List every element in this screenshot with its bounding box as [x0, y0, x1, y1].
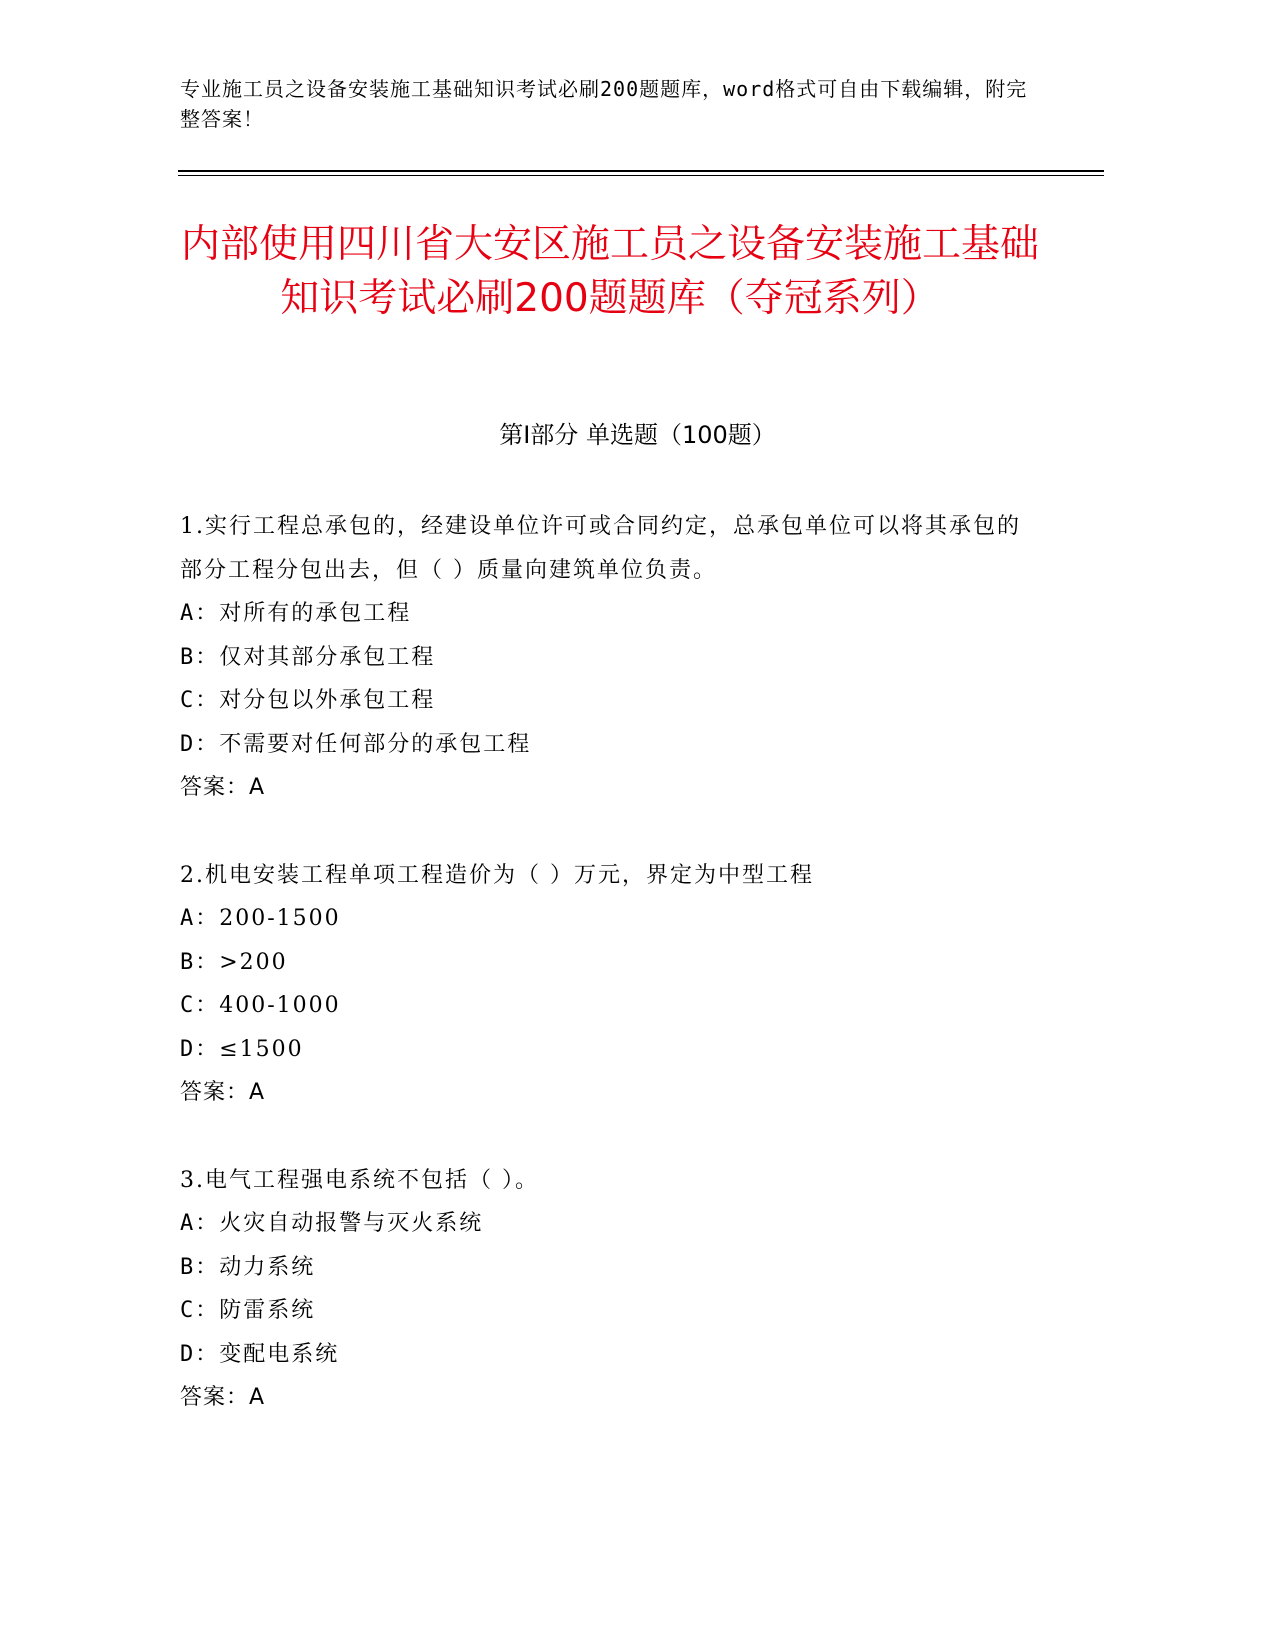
option-c: [180, 679, 1040, 723]
option-b: [180, 1246, 1040, 1290]
option-c: [180, 1289, 1040, 1333]
option-letter: A：: [180, 906, 220, 931]
option-text: 动力系统: [219, 1254, 316, 1280]
document-title: 内部使用四川省大安区施工员之设备安装施工基础知识考试必刷200题题库（夺冠系列）: [180, 222, 1039, 321]
answer-line: 答案：A: [180, 1080, 266, 1105]
option-a: [180, 897, 1040, 941]
question-item: [180, 1159, 1040, 1420]
option-text: 对所有的承包工程: [219, 601, 412, 626]
header-note: 专业施工员之设备安装施工基础知识考试必刷200题题库，word格式可自由下载编辑，附完整答案！: [180, 77, 1028, 131]
question-item: [180, 505, 1040, 810]
option-text: ≤1500: [219, 1036, 304, 1062]
question-stem: 2.机电安装工程单项工程造价为（ ）万元，界定为中型工程: [180, 862, 814, 888]
option-letter: A：: [180, 1211, 220, 1236]
option-letter: C：: [180, 1298, 220, 1323]
option-letter: B：: [180, 1254, 220, 1280]
option-a: [180, 1202, 1040, 1246]
option-text: 200-1500: [219, 906, 341, 931]
option-text: 400-1000: [219, 993, 341, 1018]
option-a: [180, 592, 1040, 636]
option-letter: B：: [180, 949, 220, 975]
option-text: 变配电系统: [219, 1341, 340, 1367]
question-item: [180, 854, 1040, 1115]
option-letter: C：: [180, 993, 220, 1018]
option-letter: B：: [180, 644, 220, 670]
option-text: >200: [219, 949, 288, 975]
option-d: [180, 1028, 1040, 1072]
header-divider-thick: [178, 170, 1104, 172]
option-text: 对分包以外承包工程: [219, 688, 436, 713]
option-letter: D：: [180, 731, 220, 757]
option-c: [180, 984, 1040, 1028]
option-letter: C：: [180, 688, 220, 713]
header-divider-thin: [178, 175, 1104, 176]
option-letter: D：: [180, 1341, 220, 1367]
question-stem: 3.电气工程强电系统不包括（ ）。: [180, 1167, 539, 1193]
option-d: [180, 1333, 1040, 1377]
option-text: 仅对其部分承包工程: [219, 644, 436, 670]
option-letter: D：: [180, 1036, 220, 1062]
option-b: [180, 941, 1040, 985]
option-letter: A：: [180, 601, 220, 626]
section-heading: 第Ⅰ部分 单选题（100题）: [499, 421, 776, 449]
option-d: [180, 723, 1040, 767]
option-b: [180, 636, 1040, 680]
option-text: 火灾自动报警与灭火系统: [219, 1211, 484, 1236]
option-text: 不需要对任何部分的承包工程: [219, 731, 532, 757]
question-list: [180, 505, 1040, 1464]
answer-line: 答案：A: [180, 1385, 266, 1410]
question-stem: 1.实行工程总承包的，经建设单位许可或合同约定，总承包单位可以将其承包的部分工程分包出去，但（ ）质量向建筑单位负责。: [180, 514, 1021, 583]
answer-line: 答案：A: [180, 775, 266, 800]
option-text: 防雷系统: [219, 1298, 316, 1323]
